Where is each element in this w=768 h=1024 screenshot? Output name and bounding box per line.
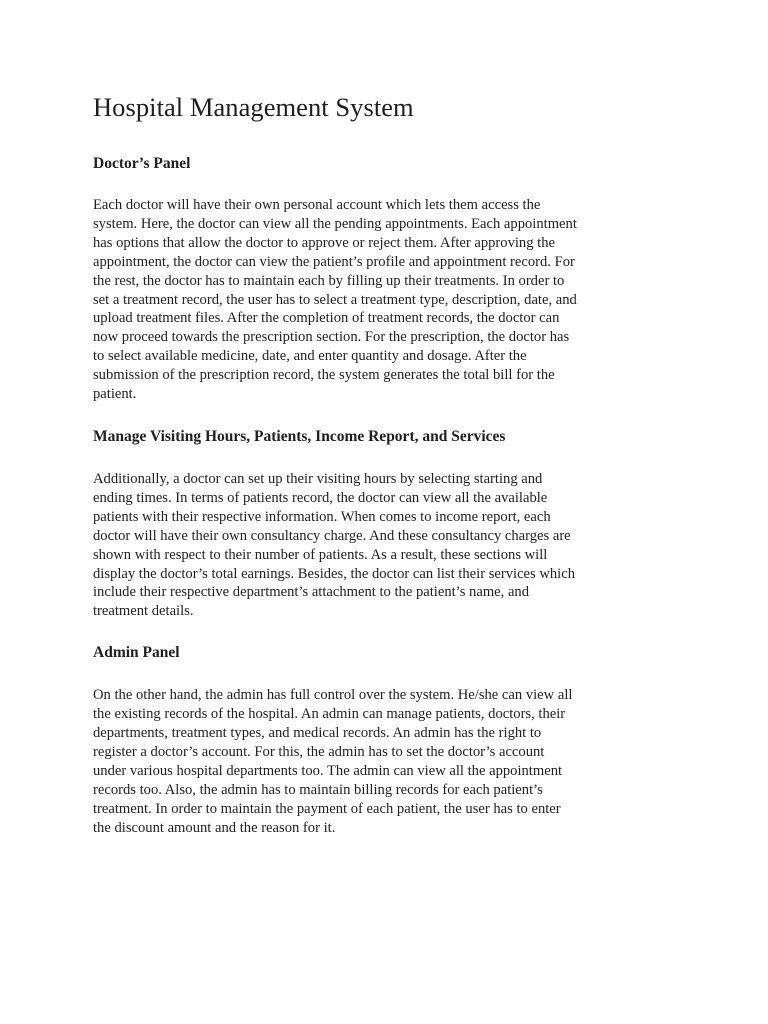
visiting-hours-paragraph	[93, 470, 673, 621]
paragraph-line: records too. Also, the admin has to maintain billing records for each patient’s	[93, 781, 543, 798]
paragraph-line: the discount amount and the reason for it.	[93, 819, 336, 836]
document-title: Hospital Management System	[93, 92, 414, 122]
paragraph-line: On the other hand, the admin has full control over the system. He/she can view all	[93, 687, 573, 704]
paragraph-line: set a treatment record, the user has to select a treatment type, description, date, and	[93, 291, 577, 308]
paragraph-line: the existing records of the hospital. An admin can manage patients, doctors, their	[93, 706, 566, 723]
paragraph-line: appointment, the doctor can view the patient’s profile and appointment record. For	[93, 253, 575, 270]
paragraph-line: treatment. In order to maintain the payment of each patient, the user has to enter	[93, 800, 561, 817]
admin-panel-paragraph	[93, 686, 673, 837]
paragraph-line: under various hospital departments too. The admin can view all the appointment	[93, 762, 563, 779]
paragraph-line: patients with their respective information. When comes to income report, each	[93, 508, 551, 525]
paragraph-line: ending times. In terms of patients record, the doctor can view all the available	[93, 489, 548, 506]
doctors-panel-section	[93, 154, 673, 404]
paragraph-line: Each doctor will have their own personal account which lets them access the	[93, 197, 541, 213]
doctors-panel-paragraph	[93, 196, 673, 404]
paragraph-line: to select available medicine, date, and enter quantity and dosage. After the	[93, 348, 527, 365]
paragraph-line: shown with respect to their number of patients. As a result, these sections will	[93, 546, 548, 563]
paragraph-line: the rest, the doctor has to maintain each by filling up their treatments. In order to	[93, 272, 565, 289]
paragraph-line: submission of the prescription record, the system generates the total bill for the	[93, 367, 555, 384]
paragraph-line: system. Here, the doctor can view all the pending appointments. Each appointment	[93, 215, 577, 232]
paragraph-line: Additionally, a doctor can set up their visiting hours by selecting starting and	[93, 470, 543, 487]
paragraph-line: doctor will have their own consultancy charge. And these consultancy charges are	[93, 527, 571, 544]
doctors-panel-heading: Doctor’s Panel	[93, 155, 191, 172]
document-page	[93, 88, 673, 837]
paragraph-line: include their respective department’s attachment to the patient’s name, and	[93, 584, 530, 601]
admin-panel-heading: Admin Panel	[93, 644, 180, 662]
paragraph-line: register a doctor’s account. For this, the admin has to set the doctor’s account	[93, 743, 545, 760]
paragraph-line: departments, treatment types, and medical records. An admin has the right to	[93, 725, 542, 742]
paragraph-line: patient.	[93, 386, 137, 403]
paragraph-line: upload treatment files. After the completion of treatment records, the doctor can	[93, 310, 560, 327]
paragraph-line: display the doctor’s total earnings. Besides, the doctor can list their services which	[93, 565, 576, 582]
paragraph-line: treatment details.	[93, 603, 194, 620]
visiting-hours-heading: Manage Visiting Hours, Patients, Income Report, and Services	[93, 427, 506, 445]
paragraph-line: now proceed towards the prescription section. For the prescription, the doctor has	[93, 329, 570, 346]
paragraph-line: has options that allow the doctor to approve or reject them. After approving the	[93, 234, 556, 251]
admin-panel-section	[93, 643, 673, 837]
visiting-hours-section	[93, 427, 673, 621]
